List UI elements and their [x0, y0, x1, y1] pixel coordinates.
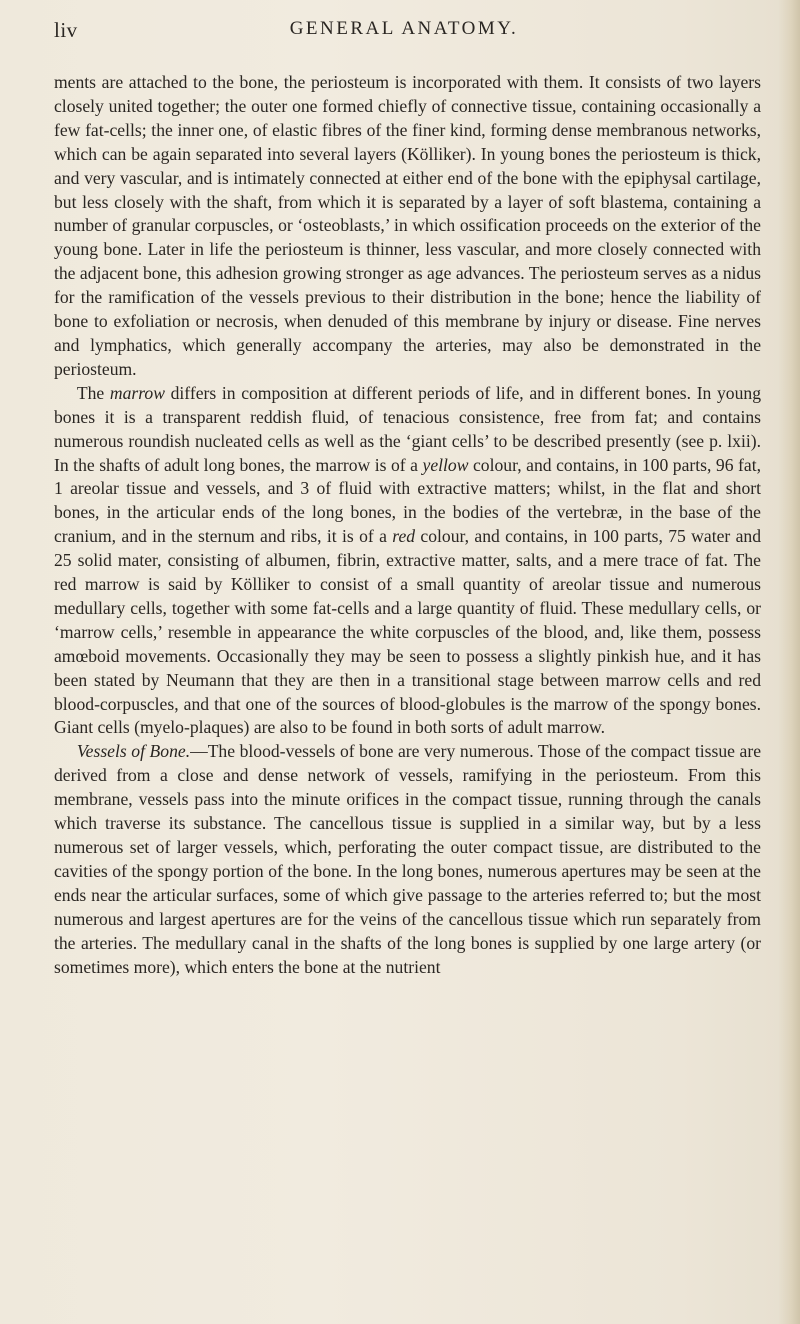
paragraph-marrow: [54, 382, 761, 741]
marrow-text-2: colour, and contains, in 100 parts, 96 fat, 1 areolar tissue and vessels, and 3 of fluid with extractive matters; whilst, in the flat and short bones, in the articular ends of the long bones, in the bodies of the vertebræ, in the base of the cranium, and in the sternum and ribs, it is of a: [54, 454, 762, 547]
paragraph-periosteum: [54, 71, 761, 382]
marrow-intro: The: [76, 382, 110, 403]
page-header: [54, 18, 754, 48]
term-yellow: yellow: [422, 454, 469, 475]
running-title: GENERAL ANATOMY.: [289, 18, 519, 39]
term-red: red: [392, 526, 416, 547]
marrow-text-1: differs in composition at different periods of life, and in different bones. In young bones it is a transparent reddish fluid, of tenacious consistence, free from fat; and contains numerous roundish nucleated cells as well as the ‘giant cells’ to be described presently (see p. lxii). In the shafts of adult long bones, the marrow is of a: [54, 382, 761, 475]
heading-vessels-of-bone: Vessels of Bone.: [76, 741, 191, 762]
paragraph-vessels: [54, 740, 761, 979]
marrow-text-3: colour, and contains, in 100 parts, 75 water and 25 solid mater, consisting of albumen, fibrin, extractive matter, salts, and a mere trace of fat. The red marrow is said by Kölliker to consist of a small quantity of areolar tissue and numerous medullary cells, together with some fat-cells and a large quantity of fluid. These medullary cells, or ‘marrow cells,’ resemble in appearance the white corpuscles of the blood, and, like them, possess amœboid movements. Occasionally they may be seen to possess a slightly pinkish hue, and it has been stated by Neumann that they are then in a transitional stage between marrow cells and red blood-corpuscles, and that one of the sources of blood-globules is the marrow of the spongy bones. Giant cells (myelo-plaques) are also to be found in both sorts of adult marrow.: [54, 526, 761, 738]
vessels-text: —The blood-vessels of bone are very numerous. Those of the compact tissue are derived from a close and dense network of vessels, ramifying in the periosteum. From this membrane, vessels pass into the minute orifices in the compact tissue, running through the canals which traverse its substance. The cancellous tissue is supplied in a similar way, but by a less numerous set of larger vessels, which, perforating the outer compact tissue, are distributed to the cavities of the spongy portion of the bone. In the long bones, numerous apertures may be seen at the ends near the articular surfaces, some of which give passage to the arteries referred to; but the most numerous and largest apertures are for the veins of the cancellous tissue which run separately from the arteries. The medullary canal in the shafts of the long bones is supplied by one large artery (or sometimes more), which enters the bone at the nutrient: [54, 741, 762, 977]
body-text: [54, 71, 761, 979]
paragraph-periosteum-text: ments are attached to the bone, the periosteum is incorporated with them. It consists of two layers closely united together; the outer one formed chiefly of connective tissue, containing occasionally a few fat-cells; the inner one, of elastic fibres of the finer kind, forming dense membranous networks, which can be again separated into several layers (Kölliker). In young bones the periosteum is thick, and very vascular, and is intimately connected at either end of the bone with the epiphysal cartilage, but less closely with the shaft, from which it is separated by a layer of soft blastema, containing a number of granular corpuscles, or ‘osteoblasts,’ in which ossification proceeds on the exterior of the young bone. Later in life the periosteum is thinner, less vascular, and more closely connected with the adjacent bone, this adhesion growing stronger as age advances. The periosteum serves as a nidus for the ramification of the vessels previous to their distribution in the bone; hence the liability of bone to exfoliation or necrosis, when denuded of this membrane by injury or disease. Fine nerves and lymphatics, which generally accompany the arteries, may also be demonstrated in the periosteum.: [54, 72, 761, 379]
page-number: liv: [54, 18, 78, 42]
page-edge-shadow: [778, 0, 800, 1324]
term-marrow: marrow: [109, 382, 165, 403]
